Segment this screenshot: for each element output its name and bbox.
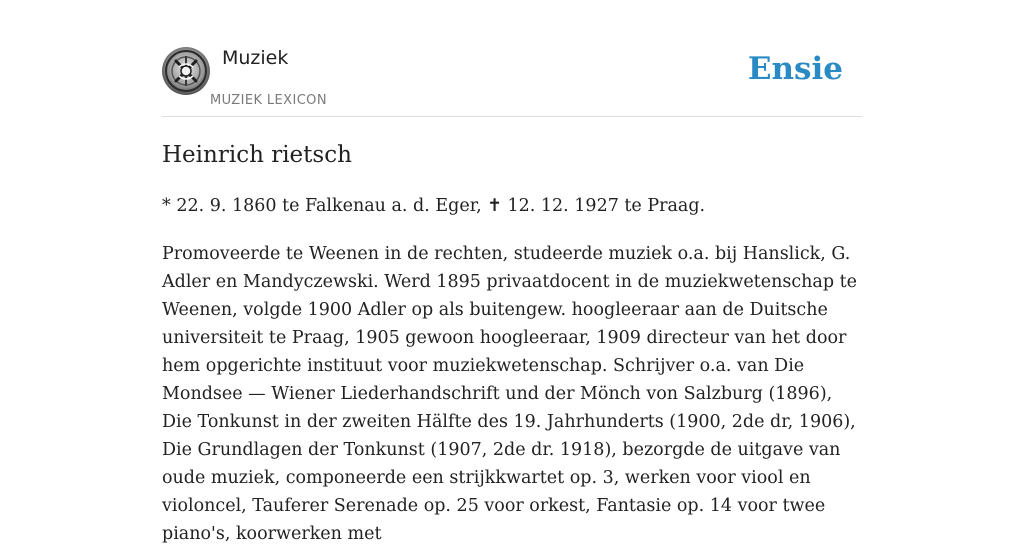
publication-subtitle[interactable]: MUZIEK LEXICON [210, 93, 327, 108]
music-emblem-icon[interactable] [162, 47, 210, 95]
publication-name[interactable]: Muziek [222, 47, 289, 69]
brand-logo[interactable]: Ensie [747, 51, 843, 87]
article-dates: * 22. 9. 1860 te Falkenau a. d. Eger, ✝ 12. 12. 1927 te Praag. [162, 196, 706, 216]
article-title: Heinrich rietsch [162, 142, 352, 168]
site-header [162, 0, 862, 117]
article-body: Promoveerde te Weenen in de rechten, studeerde muziek o.a. bij Hanslick, G. Adler en Mandyczewski. Werd 1895 privaatdocent in de muziekwetenschap te Weenen, volgde 1900 Adler op als buitengew. hoogleeraar aan de Duitsche universiteit te Praag, 1905 gewoon hoogleeraar, 1909 directeur van het door hem opgerichte instituut voor muziekwetenschap. Schrijver o.a. van Die Mondsee — Wiener Liederhandschrift und der Mönch von Salzburg (1896), Die Tonkunst in der zweiten Hälfte des 19. Jahrhunderts (1900, 2de dr, 1906), Die Grundlagen der Tonkunst (1907, 2de dr. 1918), bezorgde de uitgave van oude muziek, componeerde een strijkkwartet op. 3, werken voor viool en violoncel, Tauferer Serenade op. 25 voor orkest, Fantasie op. 14 voor twee piano's, koorwerken met [162, 244, 857, 544]
